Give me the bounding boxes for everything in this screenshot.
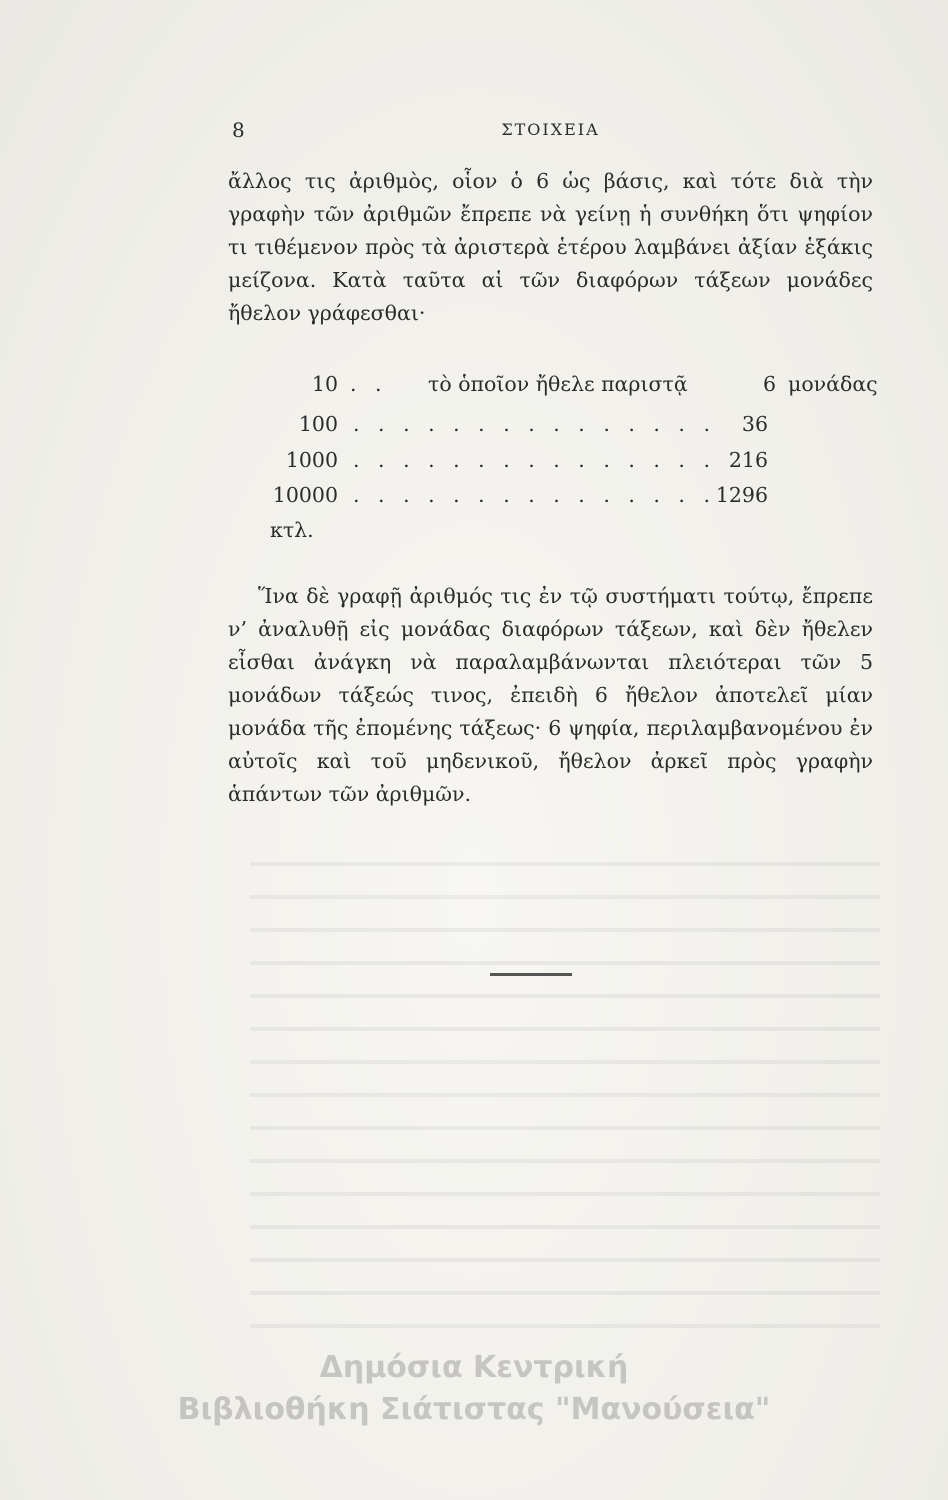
reverse-side-bleed-through — [250, 840, 880, 1340]
library-stamp-line-1: Δημόσια Κεντρική — [319, 1350, 629, 1385]
row-phrase: τὸ ὁποῖον ἤθελε παριστᾷ — [428, 372, 688, 396]
leader-dots: . . — [350, 372, 388, 396]
leader-dots: . . . . . . . . . . . . . . . — [353, 412, 716, 436]
table-row — [228, 368, 878, 401]
etc-label: κτλ. — [270, 518, 314, 542]
table-row — [228, 479, 878, 512]
section-divider — [490, 973, 572, 976]
row-number: 100 — [298, 412, 338, 436]
running-head: ΣΤΟΙΧΕΙΑ — [501, 120, 600, 139]
row-value: 6 — [762, 372, 776, 396]
leader-dots: . . . . . . . . . . . . . . . — [353, 483, 716, 507]
row-value: 216 — [728, 448, 768, 472]
row-value: 1296 — [715, 483, 768, 507]
paragraph-2: Ἵνα δὲ γραφῇ ἀριθμός τις ἐν τῷ συστήματι τούτῳ, ἔπρεπε ν’ ἀναλυθῇ εἰς μονάδας διαφόρων τάξεων, καὶ δὲν ἤθελεν εἶσθαι ἀνάγκη νὰ παραλαμβάνωνται πλειότεραι τῶν 5 μονάδων τάξεώς τινος, ἐπειδὴ 6 ἤθελον ἀποτελεῖ μίαν μονάδα τῆς ἐπομένης τάξεως· 6 ψηφία, περιλαμβανομένου ἐν αὐτοῖς καὶ τοῦ μηδενικοῦ, ἤθελον ἀρκεῖ πρὸς γραφὴν ἁπάντων τῶν ἀριθμῶν. — [228, 584, 873, 806]
row-unit: μονάδας — [788, 372, 878, 396]
paragraph-1: ἄλλος τις ἀριθμὸς, οἷον ὁ 6 ὡς βάσις, καὶ τότε διὰ τὴν γραφὴν τῶν ἀριθμῶν ἔπρεπε νὰ γείνῃ ἡ συνθήκη ὅτι ψηφίον τι τιθέμενον πρὸς τὰ ἀριστερὰ ἑτέρου λαμβάνει ἀξίαν ἑξάκις μείζονα. Κατὰ ταῦτα αἱ τῶν διαφόρων τάξεων μονάδες ἤθελον γράφεσθαι· — [228, 169, 873, 325]
row-number: 1000 — [285, 448, 338, 472]
row-value: 36 — [741, 412, 768, 436]
library-stamp-line-2: Βιβλιοθήκη Σιάτιστας "Μανούσεια" — [177, 1392, 771, 1427]
leader-dots: . . . . . . . . . . . . . . . — [353, 448, 716, 472]
page-number: 8 — [232, 118, 245, 142]
table-row — [228, 408, 878, 441]
page-header — [228, 118, 873, 148]
row-number: 10000 — [272, 483, 338, 507]
row-number: 10 — [311, 372, 338, 396]
table-row — [228, 444, 878, 477]
